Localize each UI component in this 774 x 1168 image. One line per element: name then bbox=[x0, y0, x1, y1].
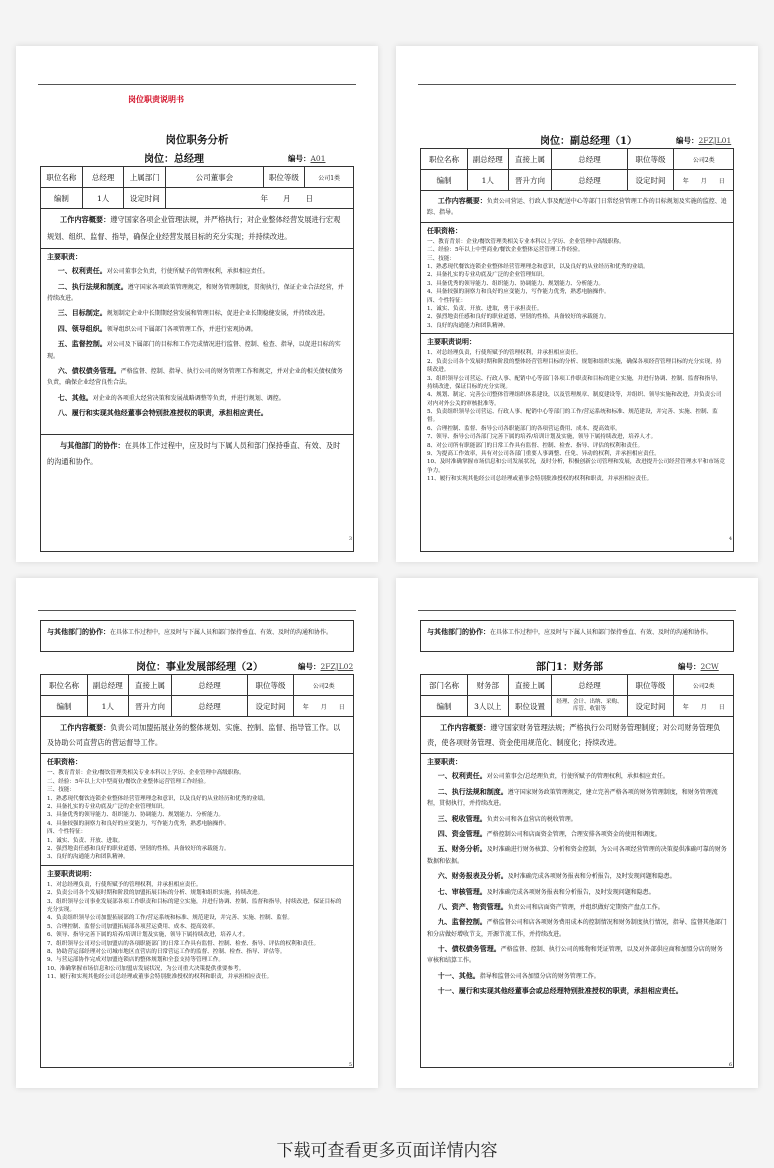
table-cell: 晋升方向 bbox=[508, 170, 552, 191]
list-item: 二、经验：5年以上中型商业/餐饮企业整体运营管理工作经验。 bbox=[427, 247, 584, 254]
list-item: 2、具备扎实的专业功底及广泛的企业管理知识。 bbox=[427, 272, 549, 279]
document-label: 岗位职责说明书 bbox=[128, 94, 184, 104]
duty-item: 六、债权债务管理。严格监督、控制、指导、执行公司的财务管理工作和规定，并对企业的相关债权债务负责，确保企业经营良性合法。 bbox=[47, 366, 343, 387]
coop-box bbox=[420, 620, 734, 652]
table-cell: 总经理 bbox=[172, 675, 247, 696]
list-item: 7、领导、指导公司各部门完善下属的培养/培训计划及实施，领导下属持续改进，培养人才。 bbox=[427, 434, 657, 441]
download-more-text: 下载可查看更多页面详情内容 bbox=[276, 1141, 498, 1161]
table-cell: 总经理 bbox=[172, 696, 247, 717]
list-item: 一、教育背景：企业/餐饮管理类相关专业本科以上学历、企业管理中高级职称。 bbox=[47, 770, 245, 777]
page-number: 6 bbox=[728, 1062, 732, 1068]
coop-text: 与其他部门的协作：在具体工作过程中，应及时与下属人员和部门保持垂直、有效、及时的沟通和协作。 bbox=[427, 627, 713, 636]
list-item: 9、为提高工作效率，具有对公司各部门重要人事调整、任免、异动的权利，并承担相应责任。 bbox=[427, 451, 660, 458]
section-divider bbox=[421, 222, 733, 223]
table-row bbox=[421, 149, 734, 170]
section-divider bbox=[41, 865, 353, 866]
table-cell: 职位等级 bbox=[247, 675, 294, 696]
section-divider bbox=[421, 753, 733, 754]
post-title: 部门1：财务部 bbox=[536, 662, 603, 673]
table-cell: 直接上属 bbox=[508, 149, 552, 170]
duty-item: 二、执行法规和制度。遵守国家各项政策管理规定，和财务管理制度，贯彻执行，保证企业合法经营，并持续改进。 bbox=[47, 281, 344, 303]
table-cell: 直接上属 bbox=[508, 675, 552, 696]
list-item: 一、教育背景：企业/餐饮管理类相关专业本科以上学历、企业管理中高级职称。 bbox=[427, 238, 625, 245]
list-item: 三、技能： bbox=[427, 255, 455, 262]
duties-heading: 主要职责： bbox=[427, 757, 462, 767]
coop-text: 与其他部门的协作：在具体工作过程中，应及时与下属人员和部门保持垂直、有效、及时的沟通和协作。 bbox=[47, 440, 341, 467]
duty-item: 七、其他。对企业的各项重大经营决策和发展战略调整等负责，并进行规划、调控。 bbox=[57, 392, 285, 402]
table-cell: 编制 bbox=[41, 696, 88, 717]
overview: 工作内容概要：遵守国家财务管理法规；严格执行公司财务管理制度；对公司财务管理负责，使各项财务管理、资金使用规范化、制度化；持续改进。 bbox=[427, 723, 721, 748]
overview: 工作内容概要：遵守国家各项企业管理法规，并严格执行；对企业整体经营发展进行宏观规划、组织、监督、指导，确保企业经营发展目标的充分实现；并持续改进。 bbox=[47, 215, 341, 241]
qualification-heading: 任职资格： bbox=[47, 757, 82, 767]
content-box bbox=[420, 190, 734, 552]
table-cell: 总经理 bbox=[82, 167, 124, 188]
content-box bbox=[40, 716, 354, 1068]
info-table bbox=[40, 674, 354, 717]
table-cell: 编制 bbox=[421, 696, 468, 717]
list-item: 3、具备优秀的领导能力、组织能力、协调能力、规划能力、分析能力。 bbox=[427, 280, 604, 287]
duty-heading: 主要职责说明： bbox=[427, 337, 476, 347]
table-cell: 职位名称 bbox=[41, 167, 83, 188]
table-cell: 职位名称 bbox=[41, 675, 88, 696]
table-row bbox=[421, 170, 734, 191]
list-item: 三、技能： bbox=[47, 787, 75, 794]
duty-item: 五、财务分析。及时准确进行财务核算、分析和资金控制，为公司各项经营管理的决策提供准确可靠的财务数据和依据。 bbox=[427, 844, 727, 865]
duty-list bbox=[427, 349, 727, 483]
qualification-list bbox=[47, 769, 347, 861]
list-item: 3、良好的沟通能力和团队精神。 bbox=[47, 854, 129, 861]
table-row bbox=[41, 188, 354, 209]
table-row bbox=[421, 675, 734, 696]
table-cell: 上属部门 bbox=[124, 167, 166, 188]
list-item: 2、具备扎实的专业功底及广泛的企业管理知识。 bbox=[47, 803, 169, 810]
list-item: 1、熟悉现代餐饮连锁企业整体经营管理理念和意识，以及良好的从业经历和优秀的业绩。 bbox=[427, 264, 649, 271]
list-item: 8、协助营运部经理对公司城市地区直营店的日常营运工作的监督、控制、检查、指导、评估等。 bbox=[47, 948, 286, 955]
document-page-1 bbox=[16, 46, 378, 562]
duty-heading: 主要职责说明： bbox=[47, 868, 96, 878]
duties-list bbox=[427, 769, 727, 997]
list-item: 5、负责组织领导公司营运、行政人事、配销中心等部门的工作/营运系统和标准、规范建设，并完善、实施、控制、监督。 bbox=[427, 409, 718, 424]
duty-item: 一、权利责任。对公司董事会/总经理负责，行使所赋予的管理权利，承担相应责任。 bbox=[437, 771, 669, 781]
table-cell: 设定时间 bbox=[247, 696, 294, 717]
duty-item: 五、监督控制。对公司及下属部门的目标和工作完成情况进行监督、控制、检查、指导，以促进目标的实现。 bbox=[47, 339, 341, 360]
table-cell: 编制 bbox=[421, 170, 468, 191]
overview: 工作内容概要：负责公司营运、行政人事及配送中心等部门日常经营管理工作的目标规划及实施的监控、追踪、指导。 bbox=[427, 196, 727, 217]
list-item: 3、良好的沟通能力和团队精神。 bbox=[427, 322, 509, 329]
list-item: 1、对总经理负责，行使所赋予的管理权利，并承担相应责任。 bbox=[47, 881, 202, 888]
duty-item: 八、资产、物资管理。负责公司和店面资产管理，并组织做好定期资产盘点工作。 bbox=[437, 901, 664, 911]
table-cell: 总经理 bbox=[552, 675, 627, 696]
table-cell: 经理、会计、出纳、采购、库管、收银等 bbox=[552, 696, 627, 717]
duty-item: 四、资金管理。严格控制公司和店面资金管理，合理安排各项资金的使用和调度。 bbox=[437, 828, 661, 838]
section-divider bbox=[41, 248, 353, 249]
table-cell: 总经理 bbox=[552, 149, 627, 170]
duty-item: 九、监督控制。严格监督公司和店各项财务费用成本的控制情况和财务制度执行情况，指导、监督其他部门和分店做好增收节支，开源节流工作，并持续改进。 bbox=[427, 917, 727, 938]
content-box bbox=[40, 208, 354, 552]
list-item: 4、规划、制定、完善公司整体管理组织体系建设，以及管理规章、制度建设等，并组织、领导实施和改进，并负责公司对内对外公关的审核批准等。 bbox=[427, 392, 722, 407]
list-item: 5、合理控制、监督公司加盟拓展部各项营运费用、成本、提高效率。 bbox=[47, 923, 219, 930]
table-cell: 设定时间 bbox=[627, 170, 674, 191]
number-value: A01 bbox=[310, 154, 326, 163]
main-title: 岗位职务分析 bbox=[165, 134, 229, 146]
table-cell: 职位设置 bbox=[508, 696, 552, 717]
coop-box bbox=[40, 620, 354, 652]
duty-item: 十、债权债务管理。严格监督、控制、执行公司的账物和凭证管理，以及对外部供应商和加盟分店的财务审核和结算工作。 bbox=[427, 944, 723, 965]
duties-list bbox=[47, 264, 347, 419]
list-item: 1、诚实、负责、开放、进取，勇于承担责任。 bbox=[427, 306, 543, 313]
table-cell: 财务部 bbox=[467, 675, 508, 696]
list-item: 7、组织领导公司对公司加盟店的各项职能部门的日常工作具有监督、控制、检查、指导、评估的权利和责任。 bbox=[47, 940, 320, 947]
list-item: 3、组织领导公司事业发展部各项工作职责和目标的建立实施，并进行协调、控制、监督和指导，持续改进，保证目标的充分实现。 bbox=[47, 898, 342, 913]
table-cell: 1人 bbox=[467, 170, 508, 191]
list-item: 6、领导、指导完善下属的培养/培训计划及实施，领导下属持续改进，培养人才。 bbox=[47, 932, 249, 939]
duty-item: 三、税收管理。负责公司和各直营店的税收管理。 bbox=[437, 813, 577, 823]
duty-item: 十一、履行和实现其他经董事会或总经理特别批准授权的职责，承担相应责任。 bbox=[437, 986, 683, 996]
table-cell: 1人 bbox=[87, 696, 128, 717]
duty-item: 七、审核管理。及时准确完成各项财务报表和分析报告，及时发现问题和隐患。 bbox=[437, 886, 655, 896]
table-cell: 设定时间 bbox=[627, 696, 674, 717]
content-box bbox=[420, 716, 734, 1068]
table-cell: 总经理 bbox=[552, 170, 627, 191]
header-rule bbox=[418, 610, 736, 611]
table-row bbox=[41, 167, 354, 188]
list-item: 4、具备较强的洞察力和良好的应变能力，写作能力优秀，熟悉电脑操作。 bbox=[47, 820, 230, 827]
table-cell: 年 月 日 bbox=[674, 696, 734, 717]
table-cell: 职位等级 bbox=[263, 167, 305, 188]
list-item: 9、与营运部协作完成对加盟连锁店的整体规划和全套支持等管理工作。 bbox=[47, 957, 224, 964]
list-item: 10、准确掌握市场信息和公司加盟店发展状况，为公司重大决策提供重要参考。 bbox=[47, 965, 245, 972]
table-cell: 公司2类 bbox=[674, 675, 734, 696]
list-item: 3、具备优秀的领导能力、组织能力、协调能力、规划能力、分析能力。 bbox=[47, 812, 224, 819]
duty-item: 六、财务报表及分析。及时准确完成各项财务报表和分析报告，及时发现问题和隐患。 bbox=[437, 871, 676, 881]
header-rule bbox=[38, 610, 356, 611]
list-item: 3、组织领导公司营运、行政人事、配销中心等部门各项工作职责和目标的建立实施，并进行协调、控制、监督和指导，持续改进，保证目标的充分实现。 bbox=[427, 375, 722, 390]
table-cell: 公司2类 bbox=[294, 675, 354, 696]
document-page-3 bbox=[16, 578, 378, 1088]
table-cell: 副总经理 bbox=[87, 675, 128, 696]
info-table bbox=[40, 166, 354, 209]
coop-text: 与其他部门的协作：在具体工作过程中，应及时与下属人员和部门保持垂直、有效、及时的沟通和协作。 bbox=[47, 627, 333, 636]
table-row bbox=[41, 696, 354, 717]
list-item: 10、及时准确掌握市场信息和公司发展状况，及时分析，积极创新公司管理和发展，改进提升公司经营管理水平和市场竞争力。 bbox=[427, 459, 725, 474]
table-cell: 1人 bbox=[82, 188, 124, 209]
list-item: 四、个性特征： bbox=[47, 829, 87, 836]
table-cell: 年 月 日 bbox=[294, 696, 354, 717]
list-item: 1、熟悉现代餐饮连锁企业整体经营管理理念和意识，以及良好的从业经历和优秀的业绩。 bbox=[47, 795, 269, 802]
list-item: 4、负责组织领导公司加盟拓展部的工作/营运系统和标准、规范建设，并完善、实施、控制、监督。 bbox=[47, 915, 293, 922]
list-item: 11、履行和实现其他经公司总经理或董事会特别批准授权的权利和职责，并承担相应责任。 bbox=[47, 974, 273, 981]
table-cell: 3人以上 bbox=[467, 696, 508, 717]
table-cell: 年 月 日 bbox=[166, 188, 354, 209]
table-cell: 公司1类 bbox=[305, 167, 354, 188]
qualification-heading: 任职资格： bbox=[427, 225, 462, 235]
duty-item: 十一、其他。指导和监督公司各加盟分店的财务管理工作。 bbox=[437, 970, 600, 980]
table-cell: 设定时间 bbox=[124, 188, 166, 209]
table-cell: 职位等级 bbox=[627, 149, 674, 170]
number-value: 2FZJL02 bbox=[320, 662, 354, 671]
duty-item: 三、目标制定。规划制定企业中长期期经营发展和管理目标，促进企业长期稳健发展，并持续改进。 bbox=[57, 308, 329, 318]
table-cell: 公司董事会 bbox=[166, 167, 263, 188]
number-label: 编号：2FZJL01 bbox=[676, 136, 732, 145]
number-label: 编号：2FZJL02 bbox=[298, 662, 354, 671]
list-item: 1、诚实、负责、开放、进取。 bbox=[47, 837, 124, 844]
page-number: 4 bbox=[728, 536, 732, 542]
list-item: 8、对公司所有职能部门的日常工作具有监督、控制、检查、指导、评估的权利和责任。 bbox=[427, 442, 644, 449]
table-cell: 部门名称 bbox=[421, 675, 468, 696]
document-page-2 bbox=[396, 46, 758, 562]
table-cell: 年 月 日 bbox=[674, 170, 734, 191]
duty-item: 八、履行和实现其他经董事会特别批准授权的职责，承担相应责任。 bbox=[57, 408, 268, 418]
number-label: 编号：A01 bbox=[288, 154, 326, 163]
section-divider bbox=[41, 753, 353, 754]
table-cell: 职位等级 bbox=[627, 675, 674, 696]
table-row bbox=[41, 675, 354, 696]
header-rule bbox=[38, 84, 356, 85]
table-cell: 职位名称 bbox=[421, 149, 468, 170]
qualification-list bbox=[427, 238, 727, 330]
info-table bbox=[420, 674, 734, 717]
list-item: 二、经验：5年以上大中型商业/餐饮企业整体运营管理工作经验。 bbox=[47, 778, 210, 785]
post-title: 岗位：副总经理（1） bbox=[540, 136, 637, 147]
page-number: 5 bbox=[348, 1062, 352, 1068]
overview: 工作内容概要：负责公司加盟拓展业务的整体规划、实施、控制、监督、指导管工作。以及协助公司直营店的营运督导工作。 bbox=[47, 723, 341, 748]
section-divider bbox=[421, 333, 733, 334]
table-cell: 副总经理 bbox=[467, 149, 508, 170]
list-item: 4、具备较强的洞察力和良好的应变能力，写作能力优秀，熟悉电脑操作。 bbox=[427, 289, 610, 296]
number-value: 2FZJL01 bbox=[698, 136, 732, 145]
list-item: 1、对总经理负责，行使所赋予的管理权利，并承担相应责任。 bbox=[427, 350, 582, 357]
document-page-4 bbox=[396, 578, 758, 1088]
duty-item: 一、权利责任。对公司董事会负责，行使所赋予的管理权利，承担相应责任。 bbox=[57, 266, 269, 276]
table-cell: 公司2类 bbox=[674, 149, 734, 170]
table-cell: 编制 bbox=[41, 188, 83, 209]
section-divider bbox=[41, 434, 353, 435]
list-item: 6、合理控制、监督、指导公司各职能部门的各项营运费用、成本、提高效率。 bbox=[427, 425, 621, 432]
page-number: 3 bbox=[348, 536, 352, 542]
header-rule bbox=[418, 84, 736, 85]
list-item: 2、负责公司各个发展时期和阶段的加盟拓展目标的分析、规划和组织实施，持续改进。 bbox=[47, 890, 264, 897]
duties-heading: 主要职责： bbox=[47, 252, 82, 262]
list-item: 四、个性特征： bbox=[427, 297, 467, 304]
duty-item: 四、领导组织。领导组织公司下属部门各项管理工作，并进行宏观协调。 bbox=[57, 323, 257, 333]
post-title: 岗位：事业发展部经理（2） bbox=[136, 662, 263, 673]
table-cell: 晋升方向 bbox=[128, 696, 172, 717]
list-item: 2、强烈地责任感和良好的职业道德，坚韧的性格，具备较好的承载能力。 bbox=[427, 314, 610, 321]
list-item: 2、负责公司各个发展时期和阶段的整体经营管理目标的分析、规划和组织实施，确保各项经营管理目标的充分实现，持续改进。 bbox=[427, 358, 722, 374]
list-item: 11、履行和实现其他经公司总经理或董事会特别批准授权的权利和职责，并承担相应责任。 bbox=[427, 476, 653, 483]
post-title: 岗位：总经理 bbox=[144, 154, 204, 165]
table-row bbox=[421, 696, 734, 717]
duty-list bbox=[47, 881, 347, 982]
number-label: 编号：2CW bbox=[678, 662, 719, 671]
duty-item: 二、执行法规和制度。遵守国家财务政策管理规定，建立完善严格各项的财务管理制度，和财务管理流程，贯彻执行，并持续改进。 bbox=[427, 786, 718, 808]
number-value: 2CW bbox=[700, 662, 719, 671]
table-cell: 直接上属 bbox=[128, 675, 172, 696]
list-item: 2、强烈地责任感和良好的职业道德，坚韧的性格，具备较好的承载能力。 bbox=[47, 845, 230, 852]
info-table bbox=[420, 148, 734, 191]
